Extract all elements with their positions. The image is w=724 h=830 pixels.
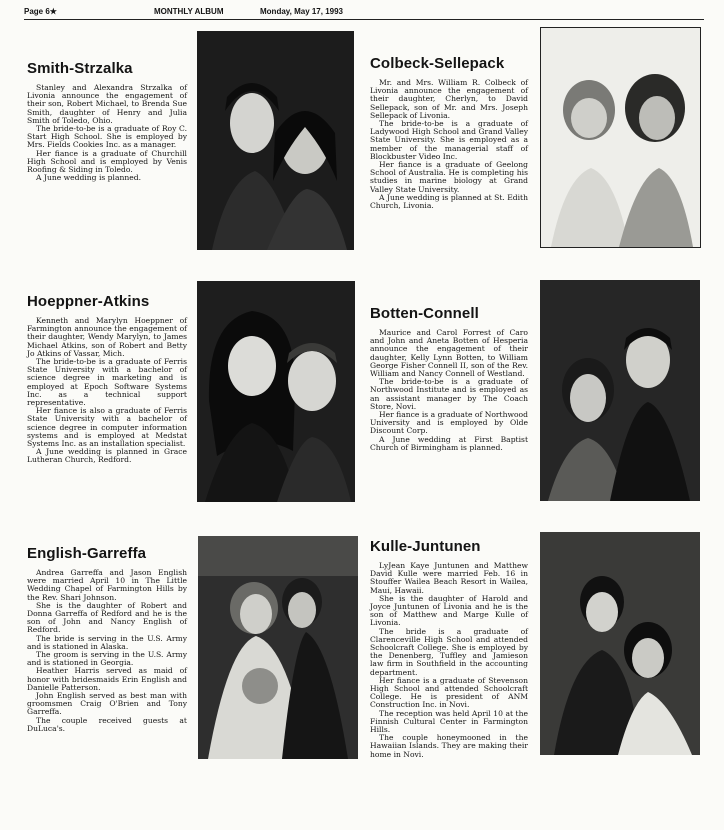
article-paragraph: A June wedding is planned.: [36, 173, 142, 183]
article-english-garreffa: [27, 545, 187, 733]
article-title: Botten-Connell: [370, 305, 479, 322]
article-hoeppner-atkins: [27, 293, 187, 465]
article-paragraph: A June wedding at First Baptist Church of Birmingham is planned.: [370, 434, 528, 452]
wedding-photo-kulle-juntunen: [540, 532, 700, 755]
article-title: Smith-Strzalka: [27, 60, 133, 77]
article-paragraph: Her fiance is a graduate of Northwood University and is employed by Olde Discount Corp.: [370, 410, 528, 436]
article-paragraph: Her fiance is a graduate of Stevenson High School and attended Schoolcraft College. He is president of ANM Construction Inc. in Novi.: [370, 675, 528, 710]
article-paragraph: She is the daughter of Harold and Joyce Juntunen of Livonia and he is the son of Matthew and Marge Kulle of Livonia.: [370, 593, 528, 628]
article-smith-strzalka: [27, 60, 187, 182]
section-title: MONTHLY ALBUM: [154, 7, 224, 16]
publication-date: Monday, May 17, 1993: [260, 7, 343, 16]
article-paragraph: Mr. and Mrs. William R. Colbeck of Livonia announce the engagement of their daughter, Cherlyn, to David Sellepack, son of Mr. and Mrs. Joseph Sellepack of Livonia.: [370, 78, 528, 120]
article-paragraph: LyJean Kaye Juntunen and Matthew David Kulle were married Feb. 16 in Stouffer Wailea Beach Resort in Wailea, Maui, Hawaii.: [370, 561, 528, 595]
article-title: Kulle-Juntunen: [370, 538, 481, 555]
article-kulle-juntunen: [370, 538, 528, 759]
article-paragraph: The reception was held April 10 at the Finnish Cultural Center in Farmington Hills.: [370, 708, 528, 735]
article-paragraph: The groom is serving in the U.S. Army and is stationed in Georgia.: [27, 650, 187, 668]
article-paragraph: Kenneth and Marylyn Hoeppner of Farmington announce the engagement of their daughter, Wendy Marylyn, to James Michael Atkins, son of Robert and Betty Jo Atkins of Vassar, Mich.: [27, 316, 187, 358]
article-paragraph: Maurice and Carol Forrest of Caro and John and Aneta Botten of Hesperia announce the engagement of their daughter, Kelly Lynn Botten, to William George Fisher Connell II, son of the Rev. William and Nancy Connell of Westland.: [370, 328, 528, 379]
article-title: Hoeppner-Atkins: [27, 293, 150, 310]
wedding-photo-english-garreffa: [198, 536, 358, 759]
article-colbeck-sellepack: [370, 55, 528, 210]
engagement-photo-colbeck-sellepack: [540, 27, 701, 248]
article-paragraph: A June wedding is planned at St. Edith Church, Livonia.: [370, 192, 528, 211]
article-paragraph: Her fiance is a graduate of Geelong School of Australia. He is completing his studies in marine biology at Grand Valley State University.: [370, 160, 528, 194]
article-paragraph: The bride is serving in the U.S. Army and is stationed in Alaska.: [27, 633, 187, 651]
engagement-photo-hoeppner-atkins: [197, 281, 355, 502]
article-paragraph: The bride-to-be is a graduate of Ferris State University with a bachelor of science degree in marketing and is employed at Epoch Software Systems Inc. as a technical support representative.: [27, 357, 187, 408]
page-number: Page 6★: [24, 7, 57, 16]
article-paragraph: Heather Harris served as maid of honor with bridesmaids Erin English and Danielle Patterson.: [27, 666, 187, 692]
article-paragraph: A June wedding is planned in Grace Lutheran Church, Redford.: [27, 447, 187, 465]
article-paragraph: The bride-to-be is a graduate of Roy C. Start High School. She is employed by Mrs. Fields Cookies Inc. as a manager.: [27, 124, 187, 150]
article-paragraph: The couple honeymooned in the Hawaiian Islands. They are making their home in Novi.: [370, 733, 528, 759]
article-paragraph: Stanley and Alexandra Strzalka of Livonia announce the engagement of their son, Robert Michael, to Brenda Sue Smith, daughter of Henry and Julia Smith of Toledo, Ohio.: [27, 83, 187, 125]
article-paragraph: The bride is a graduate of Clarenceville High School and attended Schoolcraft College. She is employed by the Denenberg, Tuffley and Jamieson law firm in Southfield in the accounting department.: [370, 626, 528, 677]
article-paragraph: She is the daughter of Robert and Donna Garreffa of Redford and he is the son of John and Nancy English of Redford.: [27, 600, 187, 635]
article-paragraph: The bride-to-be is a graduate of Ladywood High School and Grand Valley State University. She is employed as a member of the managerial staff of Blockbuster Video Inc.: [370, 119, 528, 161]
engagement-photo-smith-strzalka: [197, 31, 354, 250]
article-paragraph: Andrea Garreffa and Jason English were married April 10 in The Little Wedding Chapel of Farmington Hills by the Rev. Shari Johnson.: [27, 568, 187, 602]
article-paragraph: John English served as best man with groomsmen Craig O'Brien and Tony Garreffa.: [27, 691, 187, 717]
article-title: English-Garreffa: [27, 545, 147, 562]
article-paragraph: The bride-to-be is a graduate of Northwood Institute and is employed as an assistant manager by The Coach Store, Novi.: [370, 377, 528, 411]
article-paragraph: Her fiance is a graduate of Churchill High School and is employed by Venis Roofing & Siding in Toledo.: [27, 148, 187, 175]
article-botten-connell: [370, 305, 528, 452]
article-paragraph: The couple received guests at DuLuca's.: [27, 715, 187, 733]
engagement-photo-botten-connell: [540, 280, 700, 501]
page-header: [24, 5, 704, 20]
article-paragraph: Her fiance is also a graduate of Ferris State University with a bachelor of science degree in computer information systems and is employed at Medstat Systems Inc. as an installation specialist.: [27, 406, 187, 449]
article-title: Colbeck-Sellepack: [370, 55, 505, 72]
